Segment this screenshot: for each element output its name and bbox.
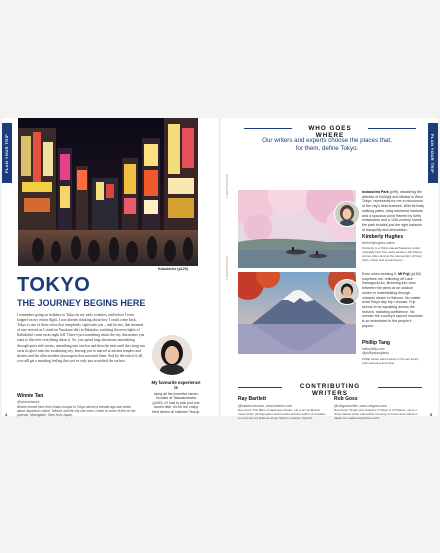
intro-body: I remember going on holidays to Tokyo in my early twenties, and before I even hopped on my return flight, I was already thinking about how I could come back. Tokyo is one of those cities that completely captivates you – and for me, that moment of awe arrived as I stood on Yasukuni-dōri in Shinjuku, watching the neon lights of Kabukichō come on as night fell. There's just something about the city that makes you want to discover everything about it. So, you spend long afternoons meandering through quiet side streets, unearthing into one bar and then the next until the rising sun casts its glow onto the awakening city, leaving you to marvel at ancient temples and shrines and the ultra-modern skyscrapers that surround them. And by the end of it all, you still get a sneaking feeling that you've only just scratched the surface. <box>17 313 145 363</box>
inokashira-park-art <box>238 190 356 268</box>
page-subtitle: THE JOURNEY BEGINS HERE <box>17 298 146 308</box>
author-bio: Winnie moved here from Kuala Lumpur to Tokyo almost a decade ago and writes about Japanese culture, folklore and the city she loves. Listen to some of this on her podcast, Monogatari: Tales from Japan. <box>17 405 136 418</box>
page-number-right: 5 <box>430 412 433 417</box>
kimberly-portrait-art <box>335 202 359 226</box>
writer-1-bio: Ray wrote 'The Bliss of Japanese Onsen'. He is an acclaimed travel writer, photographer and novelist and the author of Cosaleo, a novel set in a fictional onsen hotel in southern Kyūshū. <box>238 408 326 420</box>
kabukicho-photo <box>18 118 198 266</box>
phillip-portrait <box>334 279 360 305</box>
author-handle: @winnietanxx <box>17 400 40 404</box>
writer-2-handle: @robgosswriter, www.robgoss.com <box>334 404 387 408</box>
writer-2-bio: Rob wrote 'Tsukiji' and 'Artisans of Tokyo in 10 Places'. He is a Tokyo-based writer and author focusing on travel and culture in Japan for media around the world. <box>334 408 418 420</box>
favourite-body: trying all the inventive ramen noodles at Takadanobaba (p150). If I had to pick just one ramen dish, it'd be the crispy fried ramen at Yakimen Tsuruji. <box>152 392 200 414</box>
section-intro: Our writers and experts choose the places that, for them, define Tokyo. <box>262 137 392 152</box>
contributors-heading: CONTRIBUTING WRITERS <box>299 383 361 397</box>
heading-rule-right <box>368 128 416 129</box>
left-section-tab <box>2 123 12 183</box>
page-number-left: 4 <box>5 412 8 417</box>
expert-2-text <box>362 272 424 328</box>
author-portrait-art <box>152 335 192 375</box>
left-section-tab-label: PLAN YOUR TRIP <box>4 133 10 173</box>
kabukicho-photo-art <box>18 118 198 266</box>
right-section-tab <box>428 123 438 183</box>
expert-1-bio: Kimberly is a Tokyo-based freelance writer originally from the south-western US whose stories often land at the intersection of food, drink, travel and social issues. <box>362 246 423 262</box>
heading-rule-left <box>244 128 292 129</box>
expert-1-description: (p99), straddling the districts of Kichijōji and Mitaka in West Tokyo, represents for me a microcosm of the city's best features. With its leafy walking paths, artsy weekend markets and a spacious pond framed by lively restaurants and a 12th-century shrine, the park exudes just the right balance of tranquility and stimulation. <box>362 190 425 232</box>
photo-2-credit: © SHUTTERSTOCK <box>226 256 229 280</box>
expert-2-handle: hellophillip.com <box>362 347 385 351</box>
section-heading: WHO GOES WHERE <box>308 125 352 139</box>
page-gutter <box>219 118 221 416</box>
photo-1-credit: © SHUTTERSTOCK <box>226 174 229 198</box>
inokashira-park-photo <box>238 190 356 268</box>
expert-2-name: Phillip Tang <box>362 340 390 346</box>
writer-1-name: Ray Bartlett <box>238 396 267 402</box>
favourite-heading: My favourite experience is <box>151 380 201 390</box>
expert-2-bio: Phillip writes about travel in his two loves, Latin America and Asia. <box>362 357 419 365</box>
right-section-tab-label: PLAN YOUR TRIP <box>430 133 436 173</box>
expert-1-place: Inokashira Park <box>362 190 389 194</box>
expert-2-pre: Even when seeking it, <box>362 272 398 276</box>
author-name: Winnie Tan <box>17 393 44 399</box>
expert-2-description: (p183) surprises me: reflecting off Lake Kawaguchi-ko, flickering into view between the pines at an outdoor onsen or materialising through volcanic steam in Hakone. No matter what Tokyo day trip I choose, Fuji seems to be squatting across the horizon, radiating confidence. No wonder the country's sacred mountain is so embedded in the people's psyche. <box>362 272 423 328</box>
contrib-rule-left <box>238 387 282 388</box>
author-portrait <box>152 335 192 375</box>
contrib-rule-right <box>378 387 422 388</box>
expert-1-handle: kimberlyhughes.online <box>362 241 395 245</box>
writer-1-handle: @kaiseunobooks, www.kaiseru.com <box>238 404 293 408</box>
kimberly-portrait <box>334 201 360 227</box>
expert-2-handle-2: @phillipstanglamp <box>362 351 389 355</box>
page-title: TOKYO <box>17 274 91 296</box>
writer-2-name: Rob Goss <box>334 396 358 402</box>
phillip-portrait-art <box>335 280 359 304</box>
expert-1-name: Kimberly Hughes <box>362 234 404 240</box>
expert-1-text <box>362 190 424 232</box>
photo-caption: Kabukicho (p125) <box>158 267 188 271</box>
expert-2-place: Mt Fuji <box>397 272 410 276</box>
